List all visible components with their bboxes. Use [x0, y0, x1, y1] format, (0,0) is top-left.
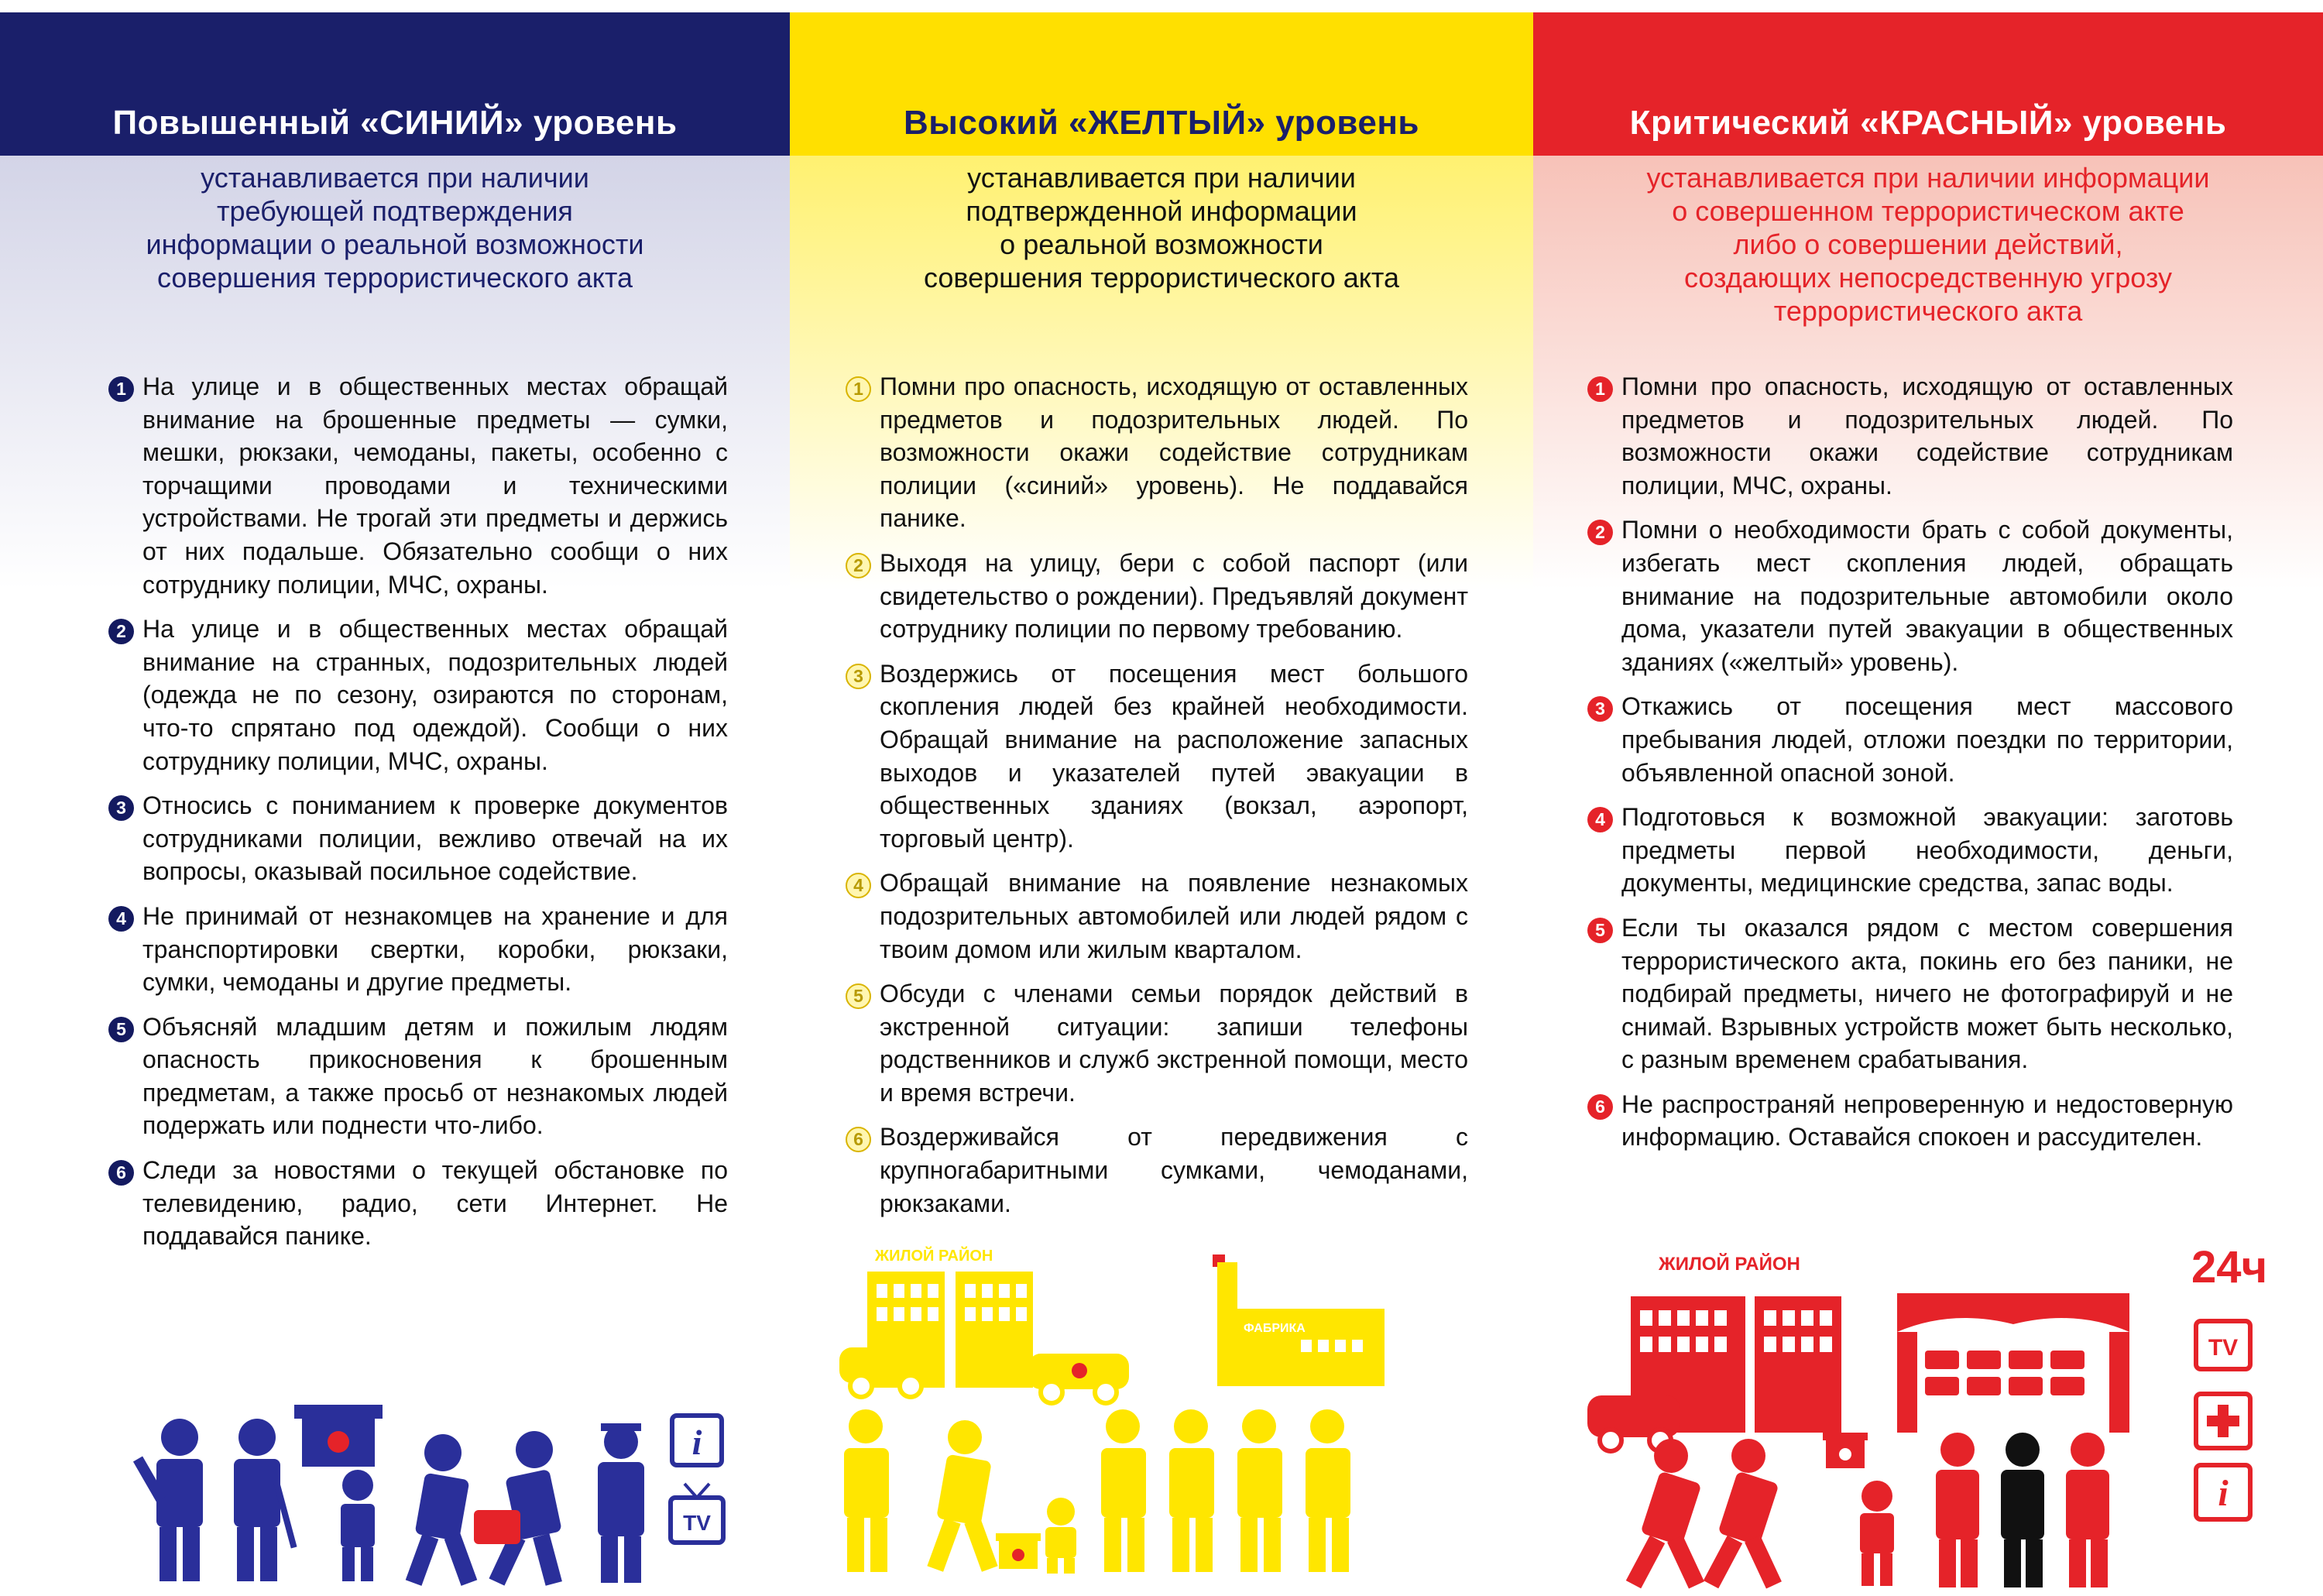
list-item [1587, 911, 2233, 1076]
list-item [1587, 690, 2233, 789]
blue-level-header [0, 12, 790, 156]
yellow-level-column [790, 0, 1533, 1596]
child-figure-icon [1860, 1481, 1894, 1586]
suspicious-car-icon [1028, 1354, 1129, 1403]
medical-cross-icon [2196, 1394, 2250, 1448]
item-text: На улице и в общественных местах обращай внимание на странных, подозрительных людей (одежда не по сезону, озираются по сторонам, что-то спрятано под одеждой). Сообщи о них сотруднику полиции, МЧС, охраны. [142, 615, 728, 775]
person-with-bag-icon [474, 1431, 562, 1586]
tv-icon [2196, 1321, 2250, 1369]
suspect-figure-icon [2001, 1433, 2044, 1587]
blue-level-column [0, 0, 790, 1596]
blue-rules-list [108, 370, 728, 1265]
list-item [1587, 513, 2233, 678]
police-officer-icon [1306, 1409, 1350, 1572]
citizen-icon [844, 1409, 889, 1572]
citizen-icon [1936, 1433, 1979, 1587]
tv-icon [671, 1484, 723, 1543]
number-badge: 5 [108, 1017, 134, 1042]
red-level-column [1533, 0, 2323, 1596]
item-text: Выходя на улицу, бери с собой паспорт (или свидетельство о рождении). Предъявляй документ сотруднику полиции по первому требованию. [880, 548, 1468, 644]
number-badge: 6 [846, 1127, 871, 1152]
item-text: Помни про опасность, исходящую от оставленных предметов и подозрительных людей. По возможности окажи содействие сотрудникам полиции («синий» уровень). Не поддавайся панике. [880, 372, 1468, 533]
item-text: На улице и в общественных местах обращай внимание на брошенные предметы — сумки, мешки, рюкзаки, чемоданы, пакеты, особенно с торчащими проводами и техническими устройствами. Не трогай эти предметы и держись от них подальше. Обязательно сообщи о них сотруднику полиции, МЧС, охраны. [142, 372, 728, 599]
item-text: Воздержись от посещения мест большого скопления людей без крайней необходимости. Обращай внимание на расположение запасных выходов и указателей путей эвакуации в общественных зданиях (вокзал, аэропорт, торговый центр). [880, 659, 1468, 853]
child-figure-icon [1045, 1498, 1076, 1574]
yellow-illustration [790, 1224, 1533, 1596]
gift-box-icon [1823, 1433, 1868, 1468]
walking-person-icon [406, 1434, 478, 1586]
theater-stage-icon [1897, 1293, 2129, 1433]
number-badge: 5 [1587, 918, 1613, 943]
item-text: Подготовься к возможной эвакуации: заготовь предметы первой необходимости, деньги, документы, медицинские средства, запас воды. [1621, 803, 2233, 898]
item-text: Не принимай от незнакомцев на хранение и для транспортировки свертки, коробки, рюкзаки, сумки, чемоданы и другие предметы. [142, 901, 728, 997]
red-rules-list [1587, 370, 2233, 1165]
factory-label: ФАБРИКА [1244, 1322, 1306, 1335]
number-badge: 2 [846, 553, 871, 578]
list-item [108, 370, 728, 601]
number-badge: 3 [108, 795, 134, 821]
yellow-level-subtitle: устанавливается при наличии подтвержденной информации о реальной возможности совершения террористического акта [923, 162, 1400, 293]
police-officer-icon [1101, 1409, 1146, 1572]
residential-label: ЖИЛОЙ РАЙОН [875, 1248, 993, 1265]
number-badge: 4 [108, 906, 134, 932]
item-text: Объясняй младшим детям и пожилым людям опасность прикосновения к брошенным предметам, а также просьб от незнакомых людей подержать или поднести что-либо. [142, 1012, 728, 1140]
number-badge: 1 [846, 376, 871, 402]
info-icon-label: i [691, 1423, 702, 1462]
blue-level-title: Повышенный «СИНИЙ» уровень [112, 104, 678, 142]
red-level-header [1533, 12, 2323, 156]
police-officer-icon [234, 1419, 297, 1581]
tv-icon-label: TV [2208, 1335, 2239, 1361]
tv-icon-label: TV [683, 1511, 711, 1535]
fleeing-person-icon [1626, 1439, 1704, 1589]
info-icon-label: i [2218, 1473, 2229, 1514]
gift-box-icon [996, 1533, 1041, 1569]
fleeing-person-icon [1704, 1439, 1782, 1589]
list-item [108, 1011, 728, 1142]
number-badge: 4 [1587, 807, 1613, 832]
car-icon [839, 1347, 932, 1397]
number-badge: 6 [1587, 1094, 1613, 1120]
yellow-rules-list [846, 370, 1468, 1231]
blue-level-subtitle: устанавливается при наличии требующей подтверждения информации о реальной возможности совершения террористического акта [146, 162, 644, 293]
red-level-title: Критический «КРАСНЫЙ» уровень [1629, 104, 2227, 142]
police-officer-icon [133, 1419, 203, 1581]
child-figure-icon [341, 1470, 375, 1581]
item-text: Воздерживайся от передвижения с крупногабаритными сумками, чемоданами, рюкзаками. [880, 1123, 1468, 1217]
yellow-level-title: Высокий «ЖЕЛТЫЙ» уровень [904, 104, 1419, 142]
suspicious-package-icon [294, 1405, 383, 1467]
info-icon [2196, 1465, 2250, 1519]
item-text: Помни про опасность, исходящую от оставленных предметов и подозрительных людей. По возможности окажи содействие сотрудникам полиции, МЧС, охраны. [1621, 372, 2233, 499]
list-item [846, 977, 1468, 1109]
item-text: Не распространяй непроверенную и недостоверную информацию. Оставайся спокоен и рассудителен. [1621, 1090, 2233, 1152]
man-in-hat-icon [598, 1423, 644, 1583]
item-text: Помни о необходимости брать с собой документы, избегать мест скопления людей, обращать внимание на подозрительные автомобили около дома, указатели путей эвакуации в общественных зданиях («желтый» уровень). [1621, 516, 2233, 676]
list-item [108, 900, 728, 999]
number-badge: 1 [1587, 376, 1613, 402]
item-text: Обращай внимание на появление незнакомых подозрительных автомобилей или людей рядом с твоим домом или жилым кварталом. [880, 869, 1468, 963]
item-text: Если ты оказался рядом с местом совершения террористического акта, покинь его без паники, не подбирай предметы, ничего не фотографируй и не снимай. Взрывных устройств может быть несколько, с разным временем срабатывания. [1621, 913, 2233, 1074]
police-officer-icon [1169, 1409, 1214, 1572]
list-item [846, 547, 1468, 646]
item-text: Обсуди с членами семьи порядок действий в экстренной ситуации: запиши телефоны родственников и служб экстренной помощи, место и время встречи. [880, 980, 1468, 1107]
number-badge: 2 [1587, 520, 1613, 545]
blue-illustration [0, 1224, 790, 1596]
walking-person-icon [927, 1420, 997, 1572]
list-item [846, 867, 1468, 966]
number-badge: 3 [1587, 696, 1613, 722]
list-item [108, 789, 728, 888]
police-officer-icon [1237, 1409, 1282, 1572]
yellow-level-header [790, 12, 1533, 156]
item-text: Относись с пониманием к проверке документов сотрудниками полиции, вежливо отвечай на их вопросы, оказывай посильное содействие. [142, 791, 728, 886]
red-level-subtitle: устанавливается при наличии информации о совершенном террористическом акте либо о совершении действий, создающих непосредственную угрозу террористического акта [1646, 162, 2210, 327]
number-badge: 5 [846, 983, 871, 1009]
list-item [846, 657, 1468, 856]
list-item [108, 613, 728, 777]
residential-label: ЖИЛОЙ РАЙОН [1659, 1254, 1800, 1275]
list-item [1587, 370, 2233, 502]
factory-icon [1213, 1254, 1385, 1386]
item-text: Следи за новостями о текущей обстановке по телевидению, радио, сети Интернет. Не поддавайся панике. [142, 1156, 728, 1251]
number-badge: 1 [108, 376, 134, 402]
number-badge: 3 [846, 664, 871, 689]
list-item [1587, 801, 2233, 900]
list-item [846, 1121, 1468, 1220]
number-badge: 2 [108, 619, 134, 644]
citizen-icon [2066, 1433, 2109, 1587]
info-icon [672, 1416, 722, 1465]
number-badge: 6 [108, 1160, 134, 1186]
number-badge: 4 [846, 873, 871, 898]
list-item [846, 370, 1468, 535]
item-text: Откажись от посещения мест массового пребывания людей, отложи поездки по территории, объявленной опасной зоной. [1621, 692, 2233, 787]
list-item [1587, 1088, 2233, 1154]
24-hours-label: 24ч [2191, 1242, 2268, 1292]
red-illustration [1533, 1224, 2323, 1596]
